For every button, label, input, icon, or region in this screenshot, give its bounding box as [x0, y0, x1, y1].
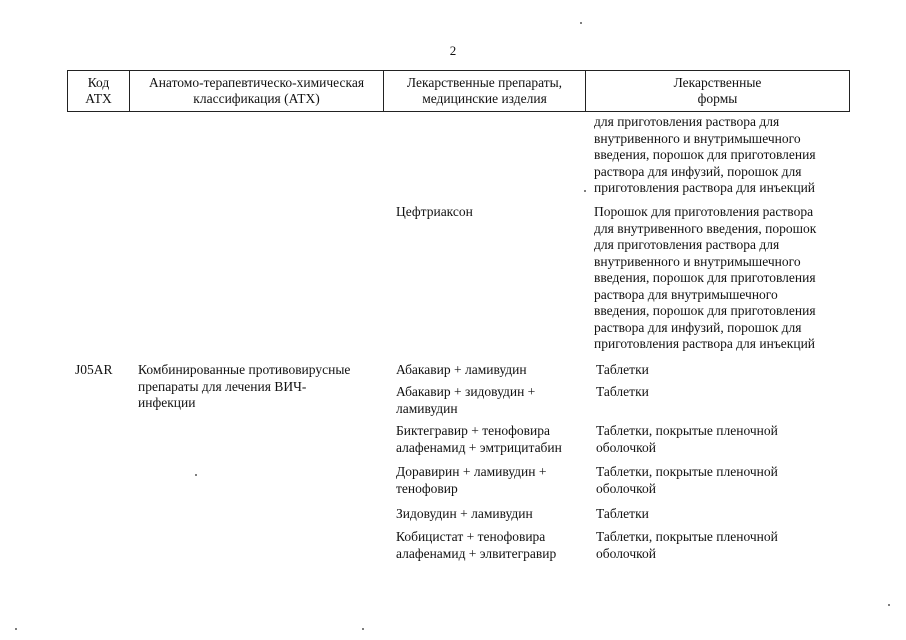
page-number: 2: [449, 43, 457, 58]
ceftriaxone-form: Порошок для приготовления раствора для внутривенного введения, порошок для приготовления раствора для внутривенного и внутримышечного введения, порошок для приготовления раствора для внутримышечного введения, порошок для приготовления раствора для инфузий, порошок для приготовления раствора для инъекций: [594, 204, 817, 351]
header-drugs: [384, 71, 586, 111]
table-header: [67, 70, 850, 112]
scan-speck: [362, 628, 364, 630]
row-2-form: Таблетки: [596, 384, 649, 399]
group-classification: Комбинированные противовирусные препараты для лечения ВИЧ- инфекции: [138, 362, 351, 410]
continued-form: для приготовления раствора для внутривенного и внутримышечного введения, порошок для приготовления раствора для инфузий, порошок для приготовления раствора для инъекций: [594, 114, 816, 195]
scan-speck: [15, 628, 17, 630]
header-drugs-text: Лекарственные препараты, медицинские изделия: [406, 75, 563, 106]
row-3-drug: Биктегравир + тенофовира алафенамид + эмтрицитабин: [396, 423, 562, 455]
header-classification-text: Анатомо-терапевтическо-химическая классификация (АТХ): [148, 75, 365, 106]
scan-speck: [195, 474, 197, 476]
row-4-form: Таблетки, покрытые пленочной оболочкой: [596, 464, 778, 496]
header-code: [68, 71, 130, 111]
row-6-form: Таблетки, покрытые пленочной оболочкой: [596, 529, 778, 561]
row-3-form: Таблетки, покрытые пленочной оболочкой: [596, 423, 778, 455]
row-4-drug: Доравирин + ламивудин + тенофовир: [396, 464, 547, 496]
row-5-form: Таблетки: [596, 506, 649, 521]
row-6-drug: Кобицистат + тенофовира алафенамид + элвитегравир: [396, 529, 557, 561]
row-1-drug: Абакавир + ламивудин: [396, 362, 527, 377]
scan-speck: [580, 22, 582, 24]
scan-speck: [584, 190, 586, 192]
ceftriaxone-drug: Цефтриаксон: [396, 204, 473, 219]
header-classification: [130, 71, 384, 111]
header-forms: [586, 71, 849, 111]
group-code: J05AR: [75, 362, 113, 377]
header-forms-text: Лекарственные формы: [673, 75, 762, 106]
scan-speck: [888, 604, 890, 606]
header-code-text: Код АТХ: [85, 75, 112, 106]
row-1-form: Таблетки: [596, 362, 649, 377]
row-2-drug: Абакавир + зидовудин + ламивудин: [396, 384, 536, 416]
row-5-drug: Зидовудин + ламивудин: [396, 506, 533, 521]
